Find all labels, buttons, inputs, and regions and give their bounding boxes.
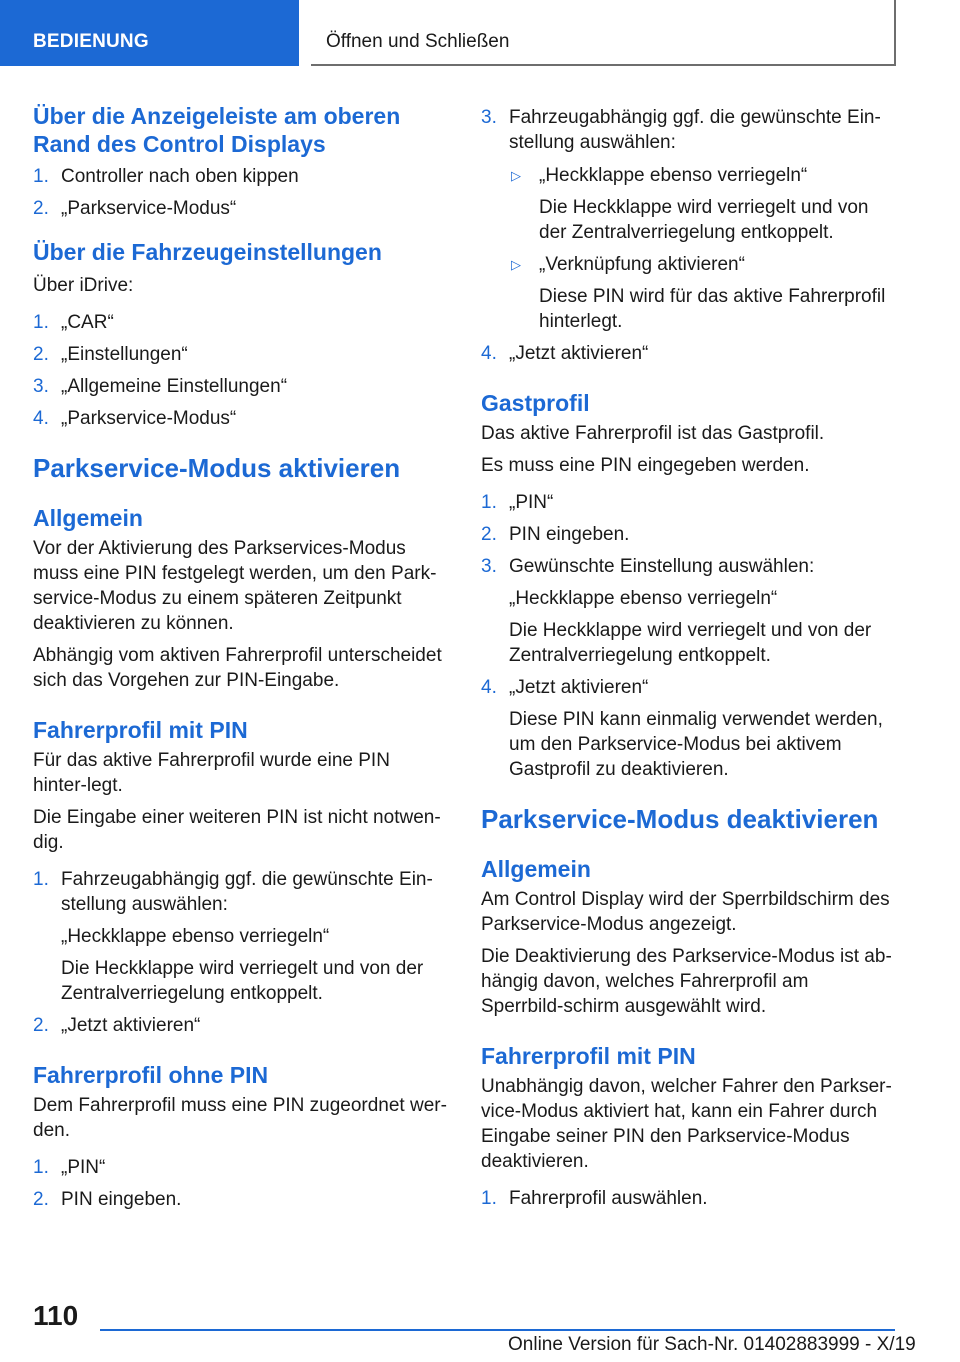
list-item: 4. „Jetzt aktivieren“ [481,677,649,698]
heading-mit-pin: Fahrerprofil mit PIN [33,717,248,743]
list-item: 3. „Allgemeine Einstellungen“ [33,376,288,397]
list-item-detail: Die Heckklappe wird verriegelt und von der Zentralverriegelung entkoppelt. [61,958,424,1004]
heading-gastprofil: Gastprofil [481,390,590,416]
list-item: 3. Fahrzeugabhängig ggf. die gewünschte Ein-stellung auswählen: [481,107,881,153]
left-column [33,100,448,1212]
mit-pin-paragraph-2: Die Eingabe einer weiteren PIN ist nicht notwen-dig. [33,807,441,853]
gast-paragraph-1: Das aktive Fahrerprofil ist das Gastprofil. [481,423,825,444]
option-detail: Diese PIN wird für das aktive Fahrerprofil hinterlegt. [539,286,886,332]
list-item: 1. Fahrzeugabhängig ggf. die gewünschte Ein-stellung auswählen: [33,869,433,915]
ohne-pin-paragraph: Dem Fahrerprofil muss eine PIN zugeordnet wer-den. [33,1095,447,1141]
list-item-detail: „Heckklappe ebenso verriegeln“ [509,588,778,609]
online-version-note: Online Version für Sach-Nr. 01402883999 - X/19 [508,1334,916,1355]
list-item: 1. „PIN“ [33,1157,106,1178]
list-item: 2. „Jetzt aktivieren“ [33,1015,201,1036]
list-item: 4. „Parkservice-Modus“ [33,408,237,429]
page-number: 110 [33,1300,79,1331]
chapter-tab [311,0,896,66]
mit-pin2-steps-list [481,1186,896,1211]
heading-ohne-pin: Fahrerprofil ohne PIN [33,1062,269,1088]
heading-anzeigeleiste: Über die Anzeigeleiste am oberen Rand des Control Displays [33,103,401,157]
allgemein-paragraph-1: Vor der Aktivierung des Parkservices-Modus muss eine PIN festgelegt werden, um den Park-service-Modus zu einem späteren Zeitpunkt deaktivieren zu können. [33,538,437,634]
mit-pin2-paragraph: Unabhängig davon, welcher Fahrer den Parkser-vice-Modus aktiviert hat, kann ein Fahrer durch Eingabe seiner PIN den Parkservice-Modus deaktivieren. [481,1076,892,1172]
list-item: 2. „Parkservice-Modus“ [33,198,237,219]
option-item: ▷ „Heckklappe ebenso verriegeln“ [511,165,808,186]
list-item: 1. „PIN“ [481,492,554,513]
heading-deaktivieren: Parkservice-Modus deaktivieren [481,804,879,834]
right-column [481,105,896,1211]
heading-fahrzeugeinstellungen: Über die Fahrzeugeinstellungen [33,239,382,265]
page-header [0,0,960,66]
fahrzeug-intro: Über iDrive: [33,275,134,296]
option-item: ▷ „Verknüpfung aktivieren“ [511,254,745,275]
ohne-pin-steps-list [33,1155,448,1212]
allgemein2-paragraph-1: Am Control Display wird der Sperrbildschirm des Parkservice-Modus angezeigt. [481,889,890,935]
heading-mit-pin-2: Fahrerprofil mit PIN [481,1043,696,1069]
section-tab[interactable] [0,0,299,66]
list-item: 3. Gewünschte Einstellung auswählen: [481,556,815,577]
list-item: 4. „Jetzt aktivieren“ [481,343,649,364]
mit-pin-steps-list [33,867,448,1038]
list-item: 2. PIN eingeben. [33,1189,182,1210]
list-item: 1. Fahrerprofil auswählen. [481,1188,708,1209]
footer-divider [100,1329,895,1331]
allgemein-paragraph-2: Abhängig vom aktiven Fahrerprofil unterscheidet sich das Vorgehen zur PIN-Eingabe. [33,645,442,691]
list-item: 2. PIN eingeben. [481,524,630,545]
heading-allgemein-2: Allgemein [481,856,591,882]
allgemein2-paragraph-2: Die Deaktivierung des Parkservice-Modus ist ab-hängig davon, welches Fahrerprofil am Sperrbild-schirm ausgewählt wird. [481,946,892,1017]
gast-steps-list [481,490,896,782]
list-item: 2. „Einstellungen“ [33,344,188,365]
option-detail: Die Heckklappe wird verriegelt und von der Zentralverriegelung entkoppelt. [539,197,869,243]
list-item-detail: „Heckklappe ebenso verriegeln“ [61,926,330,947]
mit-pin-paragraph-1: Für das aktive Fahrerprofil wurde eine PIN hinter-legt. [33,750,390,796]
list-item-detail: Die Heckklappe wird verriegelt und von der Zentralverriegelung entkoppelt. [509,620,872,666]
mit-pin-steps-continued [481,105,896,366]
chapter-tab-label: Öffnen und Schließen [326,31,510,52]
list-item: 1. Controller nach oben kippen [33,166,299,187]
heading-allgemein: Allgemein [33,505,143,531]
list-item-detail: Diese PIN kann einmalig verwendet werden, um den Parkservice-Modus bei aktivem Gastprofil zu deaktivieren. [509,709,883,780]
section-tab-label: BEDIENUNG [33,31,149,52]
gast-paragraph-2: Es muss eine PIN eingegeben werden. [481,455,810,476]
triangle-bullet-icon: ▷ [511,168,521,183]
anzeige-steps-list [33,164,448,221]
triangle-bullet-icon: ▷ [511,257,521,272]
fahrzeug-steps-list [33,310,448,431]
list-item: 1. „CAR“ [33,312,114,333]
heading-aktivieren: Parkservice-Modus aktivieren [33,453,401,483]
